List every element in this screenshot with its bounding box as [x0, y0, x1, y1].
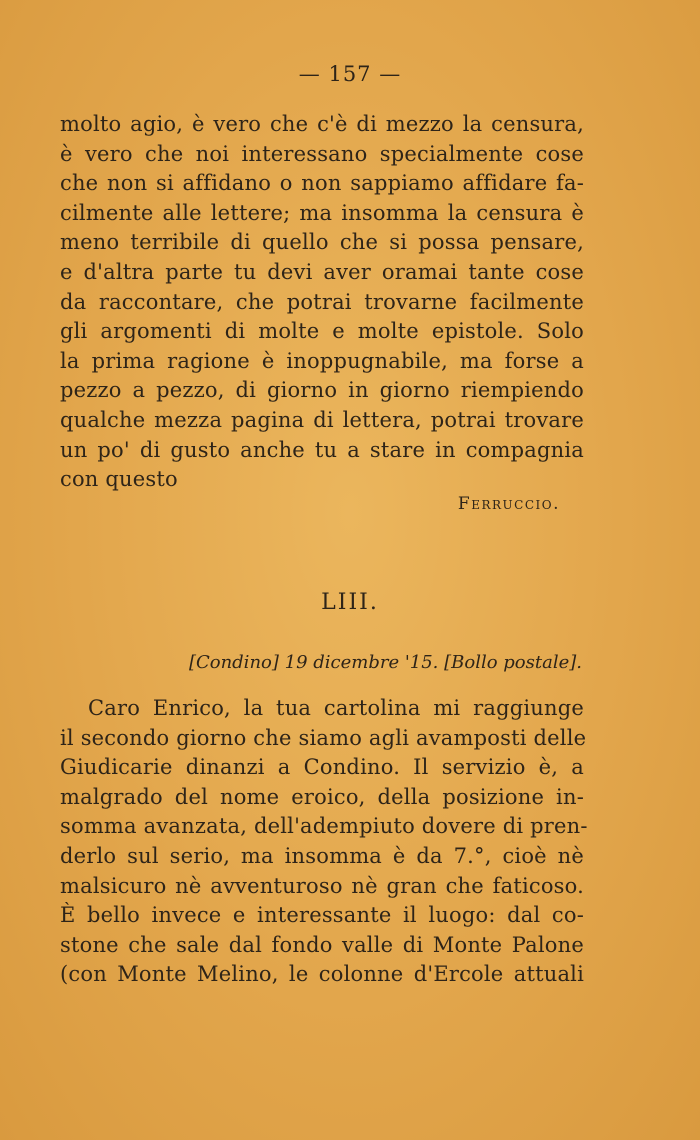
text-line: (con Monte Melino, le colonne d'Ercole attuali	[60, 962, 584, 987]
letter-number-heading: LIII.	[321, 590, 379, 615]
text-line: e d'altra parte tu devi aver oramai tante cose	[60, 259, 584, 284]
text-line: È bello invece e interessante il luogo: dal co-	[60, 903, 584, 928]
text-line: somma avanzata, dell'adempiuto dovere di pren-	[60, 814, 588, 839]
text-line: un po' di gusto anche tu a stare in compagnia	[60, 437, 584, 462]
text-line: la prima ragione è inoppugnabile, ma forse a	[60, 348, 584, 373]
text-line: meno terribile di quello che si possa pensare,	[60, 230, 584, 255]
text-line: il secondo giorno che siamo agli avamposti delle	[60, 725, 587, 750]
text-line: con questo	[60, 467, 178, 492]
paragraph-continuation	[60, 110, 584, 495]
text-line: che non si affidano o non sappiamo affidare fa-	[60, 171, 584, 196]
text-line: qualche mezza pagina di lettera, potrai trovare	[60, 407, 584, 432]
text-line: stone che sale dal fondo valle di Monte Palone	[60, 932, 584, 957]
text-line: Giudicarie dinanzi a Condino. Il servizio è, a	[60, 755, 584, 780]
text-line: Caro Enrico, la tua cartolina mi raggiunge	[88, 696, 584, 720]
paragraph-letter-body	[60, 694, 588, 990]
text-line: malsicuro nè avventuroso nè gran che faticoso.	[60, 873, 584, 898]
text-line: cilmente alle lettere; ma insomma la censura è	[60, 200, 584, 225]
signature: Ferruccio.	[457, 494, 560, 514]
text-line: da raccontare, che potrai trovarne facilmente	[60, 289, 584, 314]
text-line: gli argomenti di molte e molte epistole. Solo	[60, 319, 584, 344]
text-line: molto agio, è vero che c'è di mezzo la censura,	[60, 112, 584, 136]
page-number: — 157 —	[298, 62, 402, 86]
text-line: malgrado del nome eroico, della posizione in-	[60, 784, 584, 809]
letter-dateline: [Condino] 19 dicembre '15. [Bollo postale].	[188, 652, 582, 673]
text-line: derlo sul serio, ma insomma è da 7.°, cioè nè	[60, 843, 584, 868]
text-line: pezzo a pezzo, di giorno in giorno riempiendo	[60, 378, 584, 403]
text-line: è vero che noi interessano specialmente cose	[60, 141, 584, 166]
